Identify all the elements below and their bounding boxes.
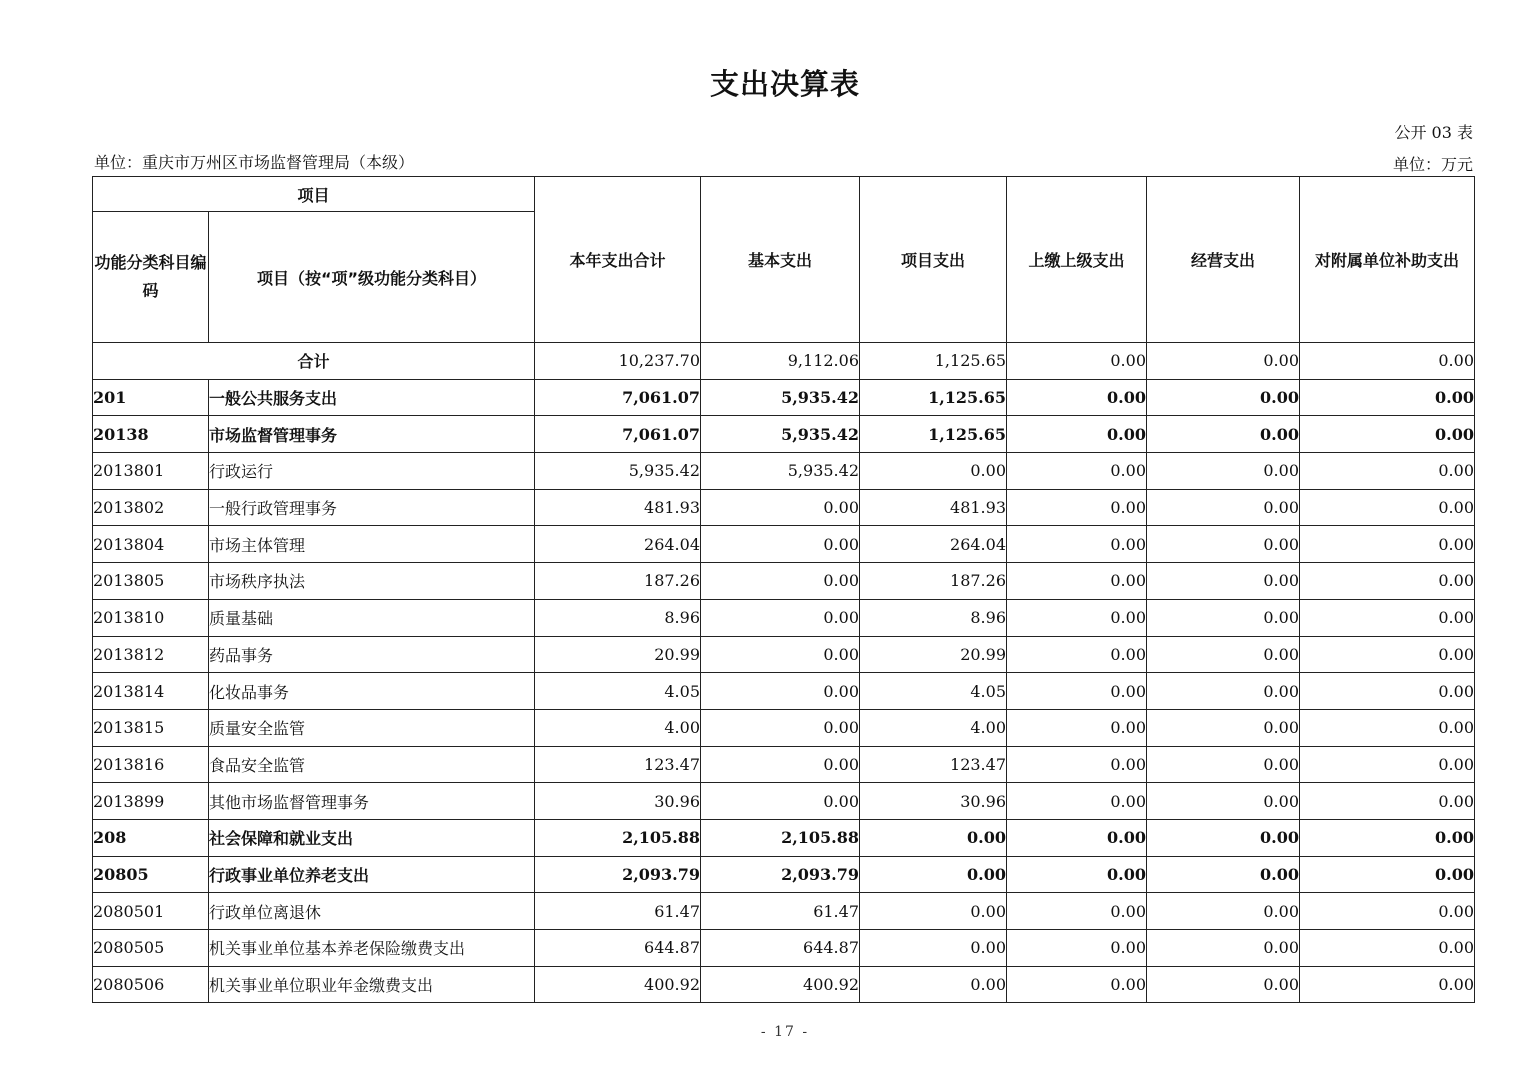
row-name: 市场主体管理 (209, 526, 535, 563)
row-value: 0.00 (860, 893, 1007, 930)
header-code: 功能分类科目编码 (93, 212, 209, 343)
row-value: 0.00 (1147, 856, 1300, 893)
header-project: 项目 (93, 177, 535, 212)
row-name: 其他市场监督管理事务 (209, 783, 535, 820)
table-row (93, 416, 1475, 453)
row-code: 2013816 (93, 746, 209, 783)
row-value: 2,105.88 (535, 819, 701, 856)
row-value: 0.00 (1300, 453, 1475, 490)
row-value: 0.00 (1007, 563, 1147, 600)
row-value: 644.87 (535, 930, 701, 967)
table-row (93, 966, 1475, 1003)
row-value: 0.00 (1007, 746, 1147, 783)
total-value: 10,237.70 (535, 343, 701, 380)
row-value: 0.00 (1300, 526, 1475, 563)
row-value: 123.47 (860, 746, 1007, 783)
row-value: 5,935.42 (701, 453, 860, 490)
row-value: 7,061.07 (535, 379, 701, 416)
table-row (93, 856, 1475, 893)
table-row (93, 526, 1475, 563)
row-value: 0.00 (860, 966, 1007, 1003)
row-value: 0.00 (1147, 819, 1300, 856)
row-code: 2013812 (93, 636, 209, 673)
row-value: 0.00 (1147, 636, 1300, 673)
total-value: 0.00 (1007, 343, 1147, 380)
row-value: 0.00 (1147, 453, 1300, 490)
row-value: 0.00 (1300, 636, 1475, 673)
row-value: 0.00 (701, 599, 860, 636)
row-value: 7,061.07 (535, 416, 701, 453)
table-row (93, 453, 1475, 490)
total-value: 9,112.06 (701, 343, 860, 380)
row-value: 2,105.88 (701, 819, 860, 856)
row-value: 61.47 (701, 893, 860, 930)
header-item-name: 项目（按“项”级功能分类科目） (209, 212, 535, 343)
total-value: 0.00 (1147, 343, 1300, 380)
row-value: 0.00 (1007, 673, 1147, 710)
row-value: 0.00 (1007, 819, 1147, 856)
total-label: 合计 (93, 343, 535, 380)
table-row (93, 599, 1475, 636)
organization-label: 单位：重庆市万州区市场监督管理局（本级） (94, 153, 415, 172)
row-value: 0.00 (1300, 673, 1475, 710)
row-value: 0.00 (1007, 489, 1147, 526)
row-code: 2013801 (93, 453, 209, 490)
row-value: 0.00 (1300, 379, 1475, 416)
row-name: 质量基础 (209, 599, 535, 636)
row-value: 0.00 (1300, 856, 1475, 893)
row-name: 行政事业单位养老支出 (209, 856, 535, 893)
row-value: 0.00 (1007, 856, 1147, 893)
row-value: 0.00 (1300, 893, 1475, 930)
table-row (93, 636, 1475, 673)
row-value: 30.96 (535, 783, 701, 820)
row-value: 187.26 (535, 563, 701, 600)
row-code: 2013899 (93, 783, 209, 820)
row-value: 0.00 (1147, 379, 1300, 416)
row-value: 123.47 (535, 746, 701, 783)
unit-label: 单位：万元 (1392, 155, 1473, 174)
row-name: 社会保障和就业支出 (209, 819, 535, 856)
row-value: 1,125.65 (860, 379, 1007, 416)
row-value: 20.99 (860, 636, 1007, 673)
row-code: 20138 (93, 416, 209, 453)
row-value: 0.00 (1147, 746, 1300, 783)
row-value: 0.00 (1007, 783, 1147, 820)
row-name: 行政单位离退休 (209, 893, 535, 930)
row-code: 2013815 (93, 709, 209, 746)
row-name: 行政运行 (209, 453, 535, 490)
row-value: 5,935.42 (701, 416, 860, 453)
row-value: 0.00 (1300, 416, 1475, 453)
row-code: 2013810 (93, 599, 209, 636)
row-value: 0.00 (1147, 783, 1300, 820)
row-value: 0.00 (1147, 526, 1300, 563)
row-value: 0.00 (701, 636, 860, 673)
row-value: 0.00 (1147, 599, 1300, 636)
page-number: - 17 - (760, 1024, 810, 1040)
row-value: 1,125.65 (860, 416, 1007, 453)
table-row (93, 379, 1475, 416)
row-value: 30.96 (860, 783, 1007, 820)
row-value: 0.00 (1147, 416, 1300, 453)
row-value: 644.87 (701, 930, 860, 967)
table-row (93, 489, 1475, 526)
total-row (93, 343, 1475, 380)
row-value: 0.00 (860, 856, 1007, 893)
table-row (93, 709, 1475, 746)
row-value: 4.05 (535, 673, 701, 710)
row-value: 0.00 (701, 709, 860, 746)
row-code: 20805 (93, 856, 209, 893)
row-value: 2,093.79 (535, 856, 701, 893)
row-value: 0.00 (1300, 746, 1475, 783)
row-value: 0.00 (701, 746, 860, 783)
header-business: 经营支出 (1147, 177, 1300, 343)
row-name: 市场监督管理事务 (209, 416, 535, 453)
expenditure-table (92, 176, 1475, 1003)
row-value: 0.00 (701, 783, 860, 820)
row-name: 质量安全监管 (209, 709, 535, 746)
row-value: 0.00 (701, 563, 860, 600)
table-row (93, 563, 1475, 600)
row-value: 0.00 (1300, 966, 1475, 1003)
row-value: 264.04 (860, 526, 1007, 563)
form-number: 公开 03 表 (1394, 123, 1473, 142)
row-value: 0.00 (1147, 930, 1300, 967)
row-value: 481.93 (535, 489, 701, 526)
row-code: 2080501 (93, 893, 209, 930)
row-value: 5,935.42 (535, 453, 701, 490)
row-value: 8.96 (860, 599, 1007, 636)
row-value: 400.92 (701, 966, 860, 1003)
row-value: 0.00 (701, 489, 860, 526)
row-value: 0.00 (1007, 599, 1147, 636)
row-value: 0.00 (1300, 489, 1475, 526)
row-value: 0.00 (701, 673, 860, 710)
row-name: 机关事业单位职业年金缴费支出 (209, 966, 535, 1003)
row-code: 201 (93, 379, 209, 416)
table-row (93, 673, 1475, 710)
header-basic: 基本支出 (701, 177, 860, 343)
row-value: 61.47 (535, 893, 701, 930)
row-value: 4.05 (860, 673, 1007, 710)
row-value: 0.00 (1007, 636, 1147, 673)
row-value: 187.26 (860, 563, 1007, 600)
row-code: 2013814 (93, 673, 209, 710)
row-code: 2013805 (93, 563, 209, 600)
row-value: 0.00 (1007, 709, 1147, 746)
row-value: 0.00 (1300, 599, 1475, 636)
row-value: 0.00 (860, 453, 1007, 490)
row-value: 0.00 (1147, 563, 1300, 600)
header-total: 本年支出合计 (535, 177, 701, 343)
table-row (93, 819, 1475, 856)
table-row (93, 930, 1475, 967)
row-value: 0.00 (1147, 489, 1300, 526)
row-value: 20.99 (535, 636, 701, 673)
row-value: 8.96 (535, 599, 701, 636)
row-value: 0.00 (701, 526, 860, 563)
page-title: 支出决算表 (709, 67, 860, 101)
table-row (93, 893, 1475, 930)
row-code: 2013802 (93, 489, 209, 526)
row-value: 0.00 (1147, 709, 1300, 746)
row-name: 化妆品事务 (209, 673, 535, 710)
row-name: 机关事业单位基本养老保险缴费支出 (209, 930, 535, 967)
row-value: 0.00 (1300, 819, 1475, 856)
row-name: 市场秩序执法 (209, 563, 535, 600)
row-value: 4.00 (535, 709, 701, 746)
row-value: 400.92 (535, 966, 701, 1003)
row-name: 一般行政管理事务 (209, 489, 535, 526)
row-value: 0.00 (1007, 893, 1147, 930)
row-code: 2080505 (93, 930, 209, 967)
row-value: 0.00 (1300, 709, 1475, 746)
row-value: 0.00 (1007, 379, 1147, 416)
row-value: 4.00 (860, 709, 1007, 746)
row-value: 2,093.79 (701, 856, 860, 893)
row-value: 0.00 (860, 930, 1007, 967)
row-value: 0.00 (1007, 966, 1147, 1003)
row-code: 2080506 (93, 966, 209, 1003)
total-value: 1,125.65 (860, 343, 1007, 380)
header-upper-payment: 上缴上级支出 (1007, 177, 1147, 343)
row-value: 0.00 (1300, 783, 1475, 820)
row-value: 0.00 (1300, 563, 1475, 600)
row-value: 481.93 (860, 489, 1007, 526)
total-value: 0.00 (1300, 343, 1475, 380)
row-name: 一般公共服务支出 (209, 379, 535, 416)
row-value: 0.00 (1007, 453, 1147, 490)
row-code: 2013804 (93, 526, 209, 563)
header-subsidy: 对附属单位补助支出 (1300, 177, 1475, 343)
row-code: 208 (93, 819, 209, 856)
row-value: 0.00 (1007, 930, 1147, 967)
row-value: 0.00 (1007, 526, 1147, 563)
row-value: 0.00 (1147, 966, 1300, 1003)
row-value: 0.00 (860, 819, 1007, 856)
row-value: 264.04 (535, 526, 701, 563)
row-value: 0.00 (1147, 893, 1300, 930)
row-value: 0.00 (1007, 416, 1147, 453)
row-value: 0.00 (1147, 673, 1300, 710)
row-name: 药品事务 (209, 636, 535, 673)
row-value: 5,935.42 (701, 379, 860, 416)
row-name: 食品安全监管 (209, 746, 535, 783)
table-row (93, 746, 1475, 783)
row-value: 0.00 (1300, 930, 1475, 967)
table-row (93, 783, 1475, 820)
header-project-expenditure: 项目支出 (860, 177, 1007, 343)
